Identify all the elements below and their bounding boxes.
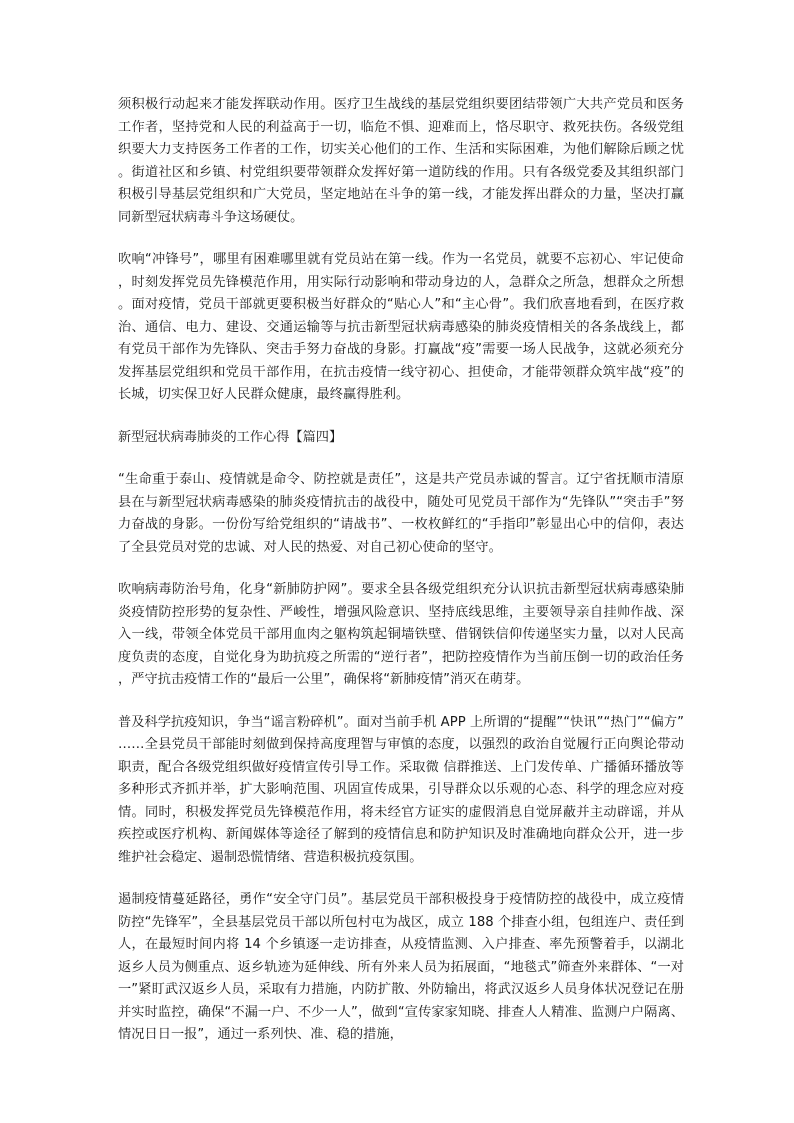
paragraph-1: 须积极行动起来才能发挥联动作用。医疗卫生战线的基层党组织要团结带领广大共产党员和医务工作者，坚持党和人民的利益高于一切，临危不惧、迎难而上，恪尽职守、救死扶伤。各级党组织要大力支持医务工作者的工作，切实关心他们的工作、生活和实际困难，为他们解除后顾之忧。街道社区和乡镇、村党组织要带领群众发挥好第一道防线的作用。只有各级党委及其组织部门积极引导基层党组织和广大党员，坚定地站在斗争的第一线，才能发挥出群众的力量，坚决打赢同新型冠状病毒斗争这场硬仗。	[118, 97, 684, 225]
paragraph-5: 普及科学抗疫知识，争当“谣言粉碎机”。面对当前手机 APP 上所谓的“提醒”“快讯”“热门”“偏方”……全县党员干部能时刻做到保持高度理智与审慎的态度，以强烈的政治自觉履行正向舆论带动职责，配合各级党组织做好疫情宣传引导工作。采取微 信群推送、上门发传单、广播循环播放等多种形式齐抓并举，扩大影响范围、巩固宣传成果，引导群众以乐观的心态、科学的理念应对疫情。同时，积极发挥党员先锋模范作用，将未经官方证实的虚假消息自觉屏蔽并主动辟谣，并从疾控或医疗机构、新闻媒体等途径了解到的疫情信息和防护知识及时准确地向群众公开，进一步维护社会稳定、遏制恐慌情绪、营造积极抗疫氛围。	[118, 714, 684, 865]
paragraph-2: 吹响“冲锋号”，哪里有困难哪里就有党员站在第一线。作为一名党员，就要不忘初心、牢记使命，时刻发挥党员先锋模范作用，用实际行动影响和带动身边的人，急群众之所急，想群众之所想。面对疫情，党员干部就更要积极当好群众的“贴心人”和“主心骨”。我们欣喜地看到，在医疗救治、通信、电力、建设、交通运输等与抗击新型冠状病毒感染的肺炎疫情相关的各条战线上，都有党员干部作为先锋队、突击手努力奋战的身影。打赢战“疫”需要一场人民战争，这就必须充分发挥基层党组织和党员干部作用，在抗击疫情一线守初心、担使命，才能带领群众筑牢战“疫”的长城，切实保卫好人民群众健康，最终赢得胜利。	[118, 252, 684, 402]
section-heading: 新型冠状病毒肺炎的工作心得【篇四】	[118, 429, 343, 445]
paragraph-6: 遏制疫情蔓延路径，勇作“安全守门员”。基层党员干部积极投身于疫情防控的战役中，成立疫情防控“先锋军”，全县基层党员干部以所包村屯为战区，成立 188 个排查小组，包组连户、责任到人，在最短时间内将 14 个乡镇逐一走访排查，从疫情监测、入户排查、率先预警着手，以湖北返乡人员为侧重点、返乡轨迹为延伸线、所有外来人员为拓展面，“地毯式”筛查外来群体、“一对一”紧盯武汉返乡人员，采取有力措施，内防扩散、外防输出，将武汉返乡人员身体状况登记在册并实时监控，确保“不漏一户、不少一人”，做到“宣传家家知晓、排查人人精准、监测户户隔离、情况日日一报”，通过一系列快、准、稳的措施，	[118, 892, 684, 1042]
paragraph-3: “生命重于泰山、疫情就是命令、防控就是责任”，这是共产党员赤诚的誓言。辽宁省抚顺市清原县在与新型冠状病毒感染的肺炎疫情抗击的战役中，随处可见党员干部作为“先锋队”“突击手”努力奋战的身影。一份份写给党组织的“请战书”、一枚枚鲜红的“手指印”彰显出心中的信仰，表达了全县党员对党的忠诚、对人民的热爱、对自己初心使命的坚守。	[118, 472, 684, 555]
paragraph-4: 吹响病毒防治号角，化身“新肺防护网”。要求全县各级党组织充分认识抗击新型冠状病毒感染肺炎疫情防控形势的复杂性、严峻性，增强风险意识、坚持底线思维，主要领导亲自挂帅作战、深入一线，带领全体党员干部用血肉之躯构筑起铜墙铁壁、借钢铁信仰传递坚实力量，以对人民高度负责的态度，自觉化身为助抗疫之所需的“逆行者”，把防控疫情作为当前压倒一切的政治任务，严守抗击疫情工作的“最后一公里”，确保将“新肺疫情”消灭在萌芽。	[118, 582, 684, 687]
document-page	[118, 94, 684, 1067]
